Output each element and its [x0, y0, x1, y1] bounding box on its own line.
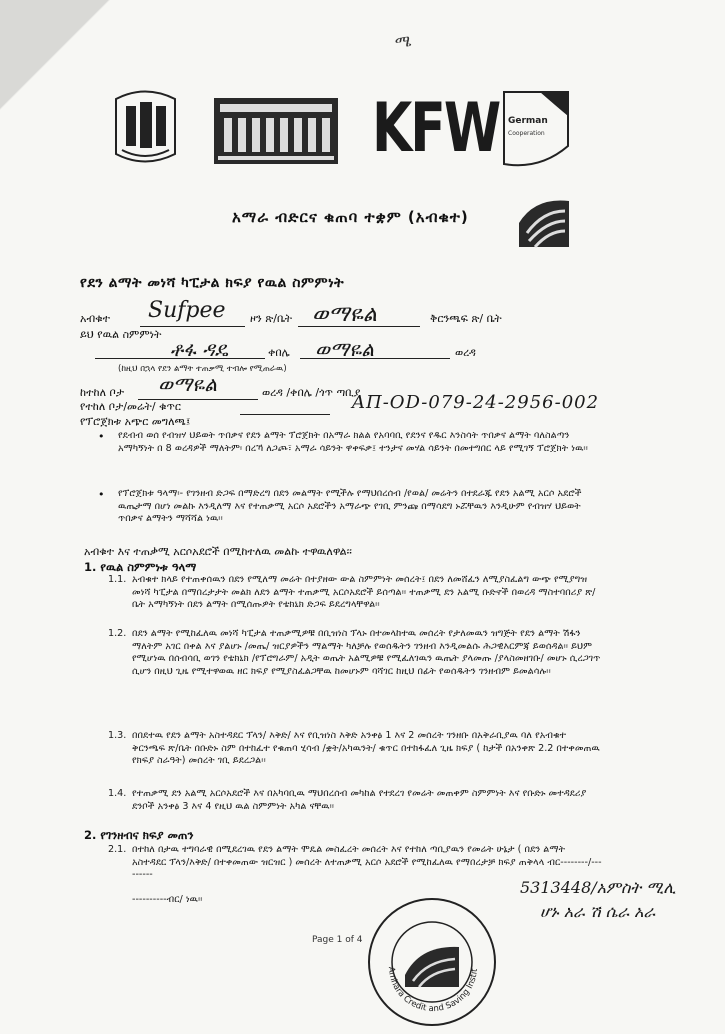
folded-corner — [0, 0, 120, 120]
bullet-dot: • — [98, 430, 105, 443]
handwritten-zone: ወማዬል — [312, 302, 377, 327]
acsi-logo — [515, 193, 573, 251]
document-title: የደን ልማት መነሻ ካፒታል ክፍያ የዉል ስምምነት — [80, 275, 345, 291]
handwritten-amount: 5313448/አምስት ሚሊ — [520, 878, 676, 897]
beneficiary-note: (ከዚህ በኋላ የደን ልማት ተጠቃሚ ተብሎ የሚጠራዉ) — [118, 364, 287, 374]
clause-number: 1.4. — [108, 788, 127, 799]
bullet-dot: • — [98, 488, 105, 501]
intro-line: አብቁተ እና ተጠቃሚ አርሶአደሮች በሚከተለዉ መልኩ ተዋዉለዋል፡፡ — [84, 545, 352, 558]
page-number: Page 1 of 4 — [312, 935, 363, 945]
field-label-site: ከተከለ ቦታ — [80, 386, 125, 399]
project-summary-label: የፕሮጀክቱ አጭር መግለጫ፤ — [80, 415, 191, 428]
clause-1-2: በደን ልማት የሚከፈለዉ መነሻ ካፒታል ተጠቃሚዎቹ በቢዝነስ ፕላኑ በተመላከተዉ መሰረት የታለመዉን ዝግጅት የደን ልማት ሽፋን ማለትም አገር በቀል እና ያልሆኑ /መጤ/ ዝርያዎችን ማልማት ካለቻሉ የወሰዱትን ገንዘብ እንዲመልሱ ሕጋዊእርምጃ ይወሰዳል፡፡ ይህም የሚሆነዉ በሰብሳቢ ወገን የቴክኒክ /የፕሮግራም/ አዲት ወጤት አልሚዎቹ የሚፈለገዉን ዉጤት ያላመጡ /ያላስመዘገቡ/ መሆኑ ሲረጋገጥ ሲሆን በዚህ ጊዜ የሚተዋወዉ ዘር ክፍያ የሚያስፈልጋቸዉ ከመሆኑም ባሻገር ከዚህ በፊት የወሰዱትን ገንዘብም ይመልሳሉ፡፡ — [132, 628, 601, 677]
giz-logo: German Cooperation — [500, 86, 572, 170]
handwritten-plot-number: AП-OD-079-24-2956-002 — [352, 392, 600, 413]
handwritten-site: ወማዬል — [158, 372, 218, 396]
field-label-contract: ይህ የዉል ስምምነት — [80, 328, 162, 341]
field-underline — [240, 414, 330, 415]
field-label-plot-number: የተከለ ቦታ/መሬት/ ቁጥር — [80, 400, 181, 413]
section-2-heading: 2. የገንዘብና ክፍያ መጠን — [84, 828, 194, 842]
handwritten-scribble: ሜ — [393, 30, 413, 53]
field-label-zone: ዞን ጽ/ቤት — [250, 312, 293, 325]
building-logo — [212, 92, 340, 170]
clause-number: 2.1. — [108, 844, 127, 855]
clause-1-3: በበደተዉ የደን ልማት አስተዳደር ፕላን/ እቅድ/ እና የቢዝነስ እቅድ አንቀፅ 1 እና 2 መሰረት ገንዘቡ በአቅራቢያዉ ባለ የአብቁተ ቅርንጫፍ ጽ/ቤት በቡድኑ ስም በተከፈተ የቁጠባ ሂሳብ /ቋት/አካዉንት/ ቁጥር በተከፋፈለ ጊዜ ክፍያ ( ከታች በአንቀጽ 2.2 በተቀመጠዉ የክፍያ ስራዓት) መሰረት ገቢ ይደረጋል፡፡ — [132, 730, 600, 766]
kfw-logo: KFW — [372, 90, 500, 168]
handwritten-woreda: ወማዬል — [315, 337, 375, 361]
handwritten-amount-words: ሆኑ አራ ሽ ሴራ አራ — [540, 902, 656, 921]
clause-1-4: የተጠቃሚ ደን አልሚ አርሶአደሮች እና በአካባቢዉ ማህበረሰብ መካከል የተደረገ የመሬት መጠቀም ስምምነት እና የቡድኑ መተዳደሪያ ደንቦች አንቀፅ 3 እና 4 የዚህ ዉል ስምምነት አካል ናቸዉ፡፡ — [132, 788, 587, 812]
clause-1-1: አብቁተ ክላይ የተጠቀሰዉን በደን የሚለማ መሬት በተያዘው ውል ስምምነት መሰረት፤ በደን ለመሸፈን ለሚያስፈልግ ውጭ የሚያግዝ መነሻ ካፒታል በማበረታታት መልክ ለደን ልማት ተጠቃሚ አርሶአደሮች ይሰጣል፡፡ ተጠቃሚ ደን አልሚ ቡድኖች በወረዳ ማስተባበሪያ ጽ/ ቤት አማካኝነት በደን ልማት በሚሰጡዎት የቴክኒክ ድጋፍ ይደረግላቸዋል፡፡ — [132, 574, 596, 610]
handwritten-kebele: ቶፋ ዳዴ — [170, 337, 229, 361]
handwritten-acsi-branch: Sufpee — [148, 298, 226, 323]
clause-2-1: በተከለ በታዉ ተግባራዊ በሚደረገዉ የደን ልማት ሞዴል መስፈረት መሰረት እና የተከለ ጣቢያዉን የመሬት ሁኔታ ( በደን ልማት አስተዳደር ፕላን/እቅድ/ በተቀመጠው ዝርዝር ) መሰረት ለተጠቃሚ አርሶ አደሮች የሚከፈለዉ የማበረታቻ ክፍያ ጠቅላላ ብር--------/--------- — [132, 844, 602, 880]
clause-2-1-amount-line: ----------ብር/ ነዉ፡፡ — [132, 894, 203, 905]
clause-number: 1.2. — [108, 628, 127, 639]
field-underline — [140, 326, 245, 327]
field-label-kebele: ቀበሌ — [268, 346, 290, 359]
project-description-paragraph: የደብብ ወሰ የብዝሃ ህይወት ጥበቃና የደን ልማት ፕሮጀክት በአማራ ክልል የአባባቢ የደንና የዱር እንስሳት ጥበቃና ልማት ባለስልጣን አማካኝነት በ 8 ወረዳዎች ማለትም፡ በረኻ ለጋጮ፣ አማራ ሳይንት ዋቀፍቃ፤ ተንታና መሃል ሳይንት በመተግበር ላይ የሚገኝ ፕሮጀክት ነዉ፡፡ — [118, 430, 588, 454]
field-label-branch: ቅርንጫፍ ጽ/ ቤት — [430, 312, 502, 325]
official-stamp — [365, 895, 500, 1030]
field-label-site-location: ወረዳ /ቀበሌ /ጎጥ ጣቢያ — [262, 386, 361, 399]
clause-number: 1.3. — [108, 730, 127, 741]
regional-emblem-logo — [108, 84, 183, 169]
svg-text:Amhara Credit and Saving Insti: Amhara Credit and Saving Instit — [385, 966, 480, 1015]
section-1-heading: 1. የዉል ስምምነቱ ዓላማ — [84, 560, 197, 574]
organization-title: አማራ ብድርና ቁጠባ ተቋም (አብቁተ) — [232, 208, 469, 226]
field-label-woreda: ወረዳ — [455, 346, 476, 359]
field-label-acsi: አብቁተ — [80, 312, 111, 325]
clause-number: 1.1. — [108, 574, 127, 585]
project-objective-paragraph: የፕሮጀክቱ ዓላማ፡- የገንዘብ ድጋፍ በማድረግ በደን መልማት የሚችሉ የማህበረሰብ /የወል/ መሬትን በተደራጁ የደን አልሚ አርሶ አደሮች ዉጤታማ በሆነ መልኩ እንዲለማ እና የተጠቃሚ አርሶ አደሮችን አማራጭ የገቢ ምንጩ በማሳደግ ኑሯቸዉን እንዲሁም የብዝሃ ህይወት ጥበቃና ልማትን ማሻሻል ነዉ፡፡ — [118, 488, 582, 524]
